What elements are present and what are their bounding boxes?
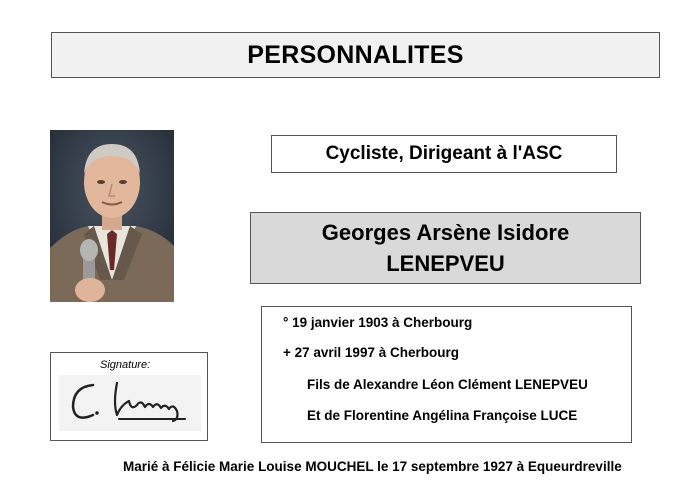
father-line: Fils de Alexandre Léon Clément LENEPVEU	[307, 377, 588, 392]
role-text: Cycliste, Dirigeant à l'ASC	[325, 143, 563, 164]
birth-line: ° 19 janvier 1903 à Cherbourg	[283, 315, 473, 330]
title-banner	[51, 32, 660, 78]
role-box	[271, 135, 617, 173]
name-box	[250, 212, 641, 284]
given-names: Georges Arsène Isidore	[321, 220, 570, 245]
page-title: PERSONNALITES	[247, 40, 464, 69]
surname: LENEPVEU	[386, 251, 505, 276]
portrait-photo	[50, 130, 174, 302]
handwritten-signature	[59, 375, 201, 431]
marriage-line: Marié à Félicie Marie Louise MOUCHEL le 17 septembre 1927 à Equeurdreville	[123, 459, 622, 474]
mother-line: Et de Florentine Angélina Françoise LUCE	[307, 408, 578, 423]
signature-box	[50, 352, 208, 441]
death-line: + 27 avril 1997 à Cherbourg	[283, 345, 459, 360]
signature-label: Signature:	[100, 359, 151, 371]
biography-box	[261, 306, 632, 443]
